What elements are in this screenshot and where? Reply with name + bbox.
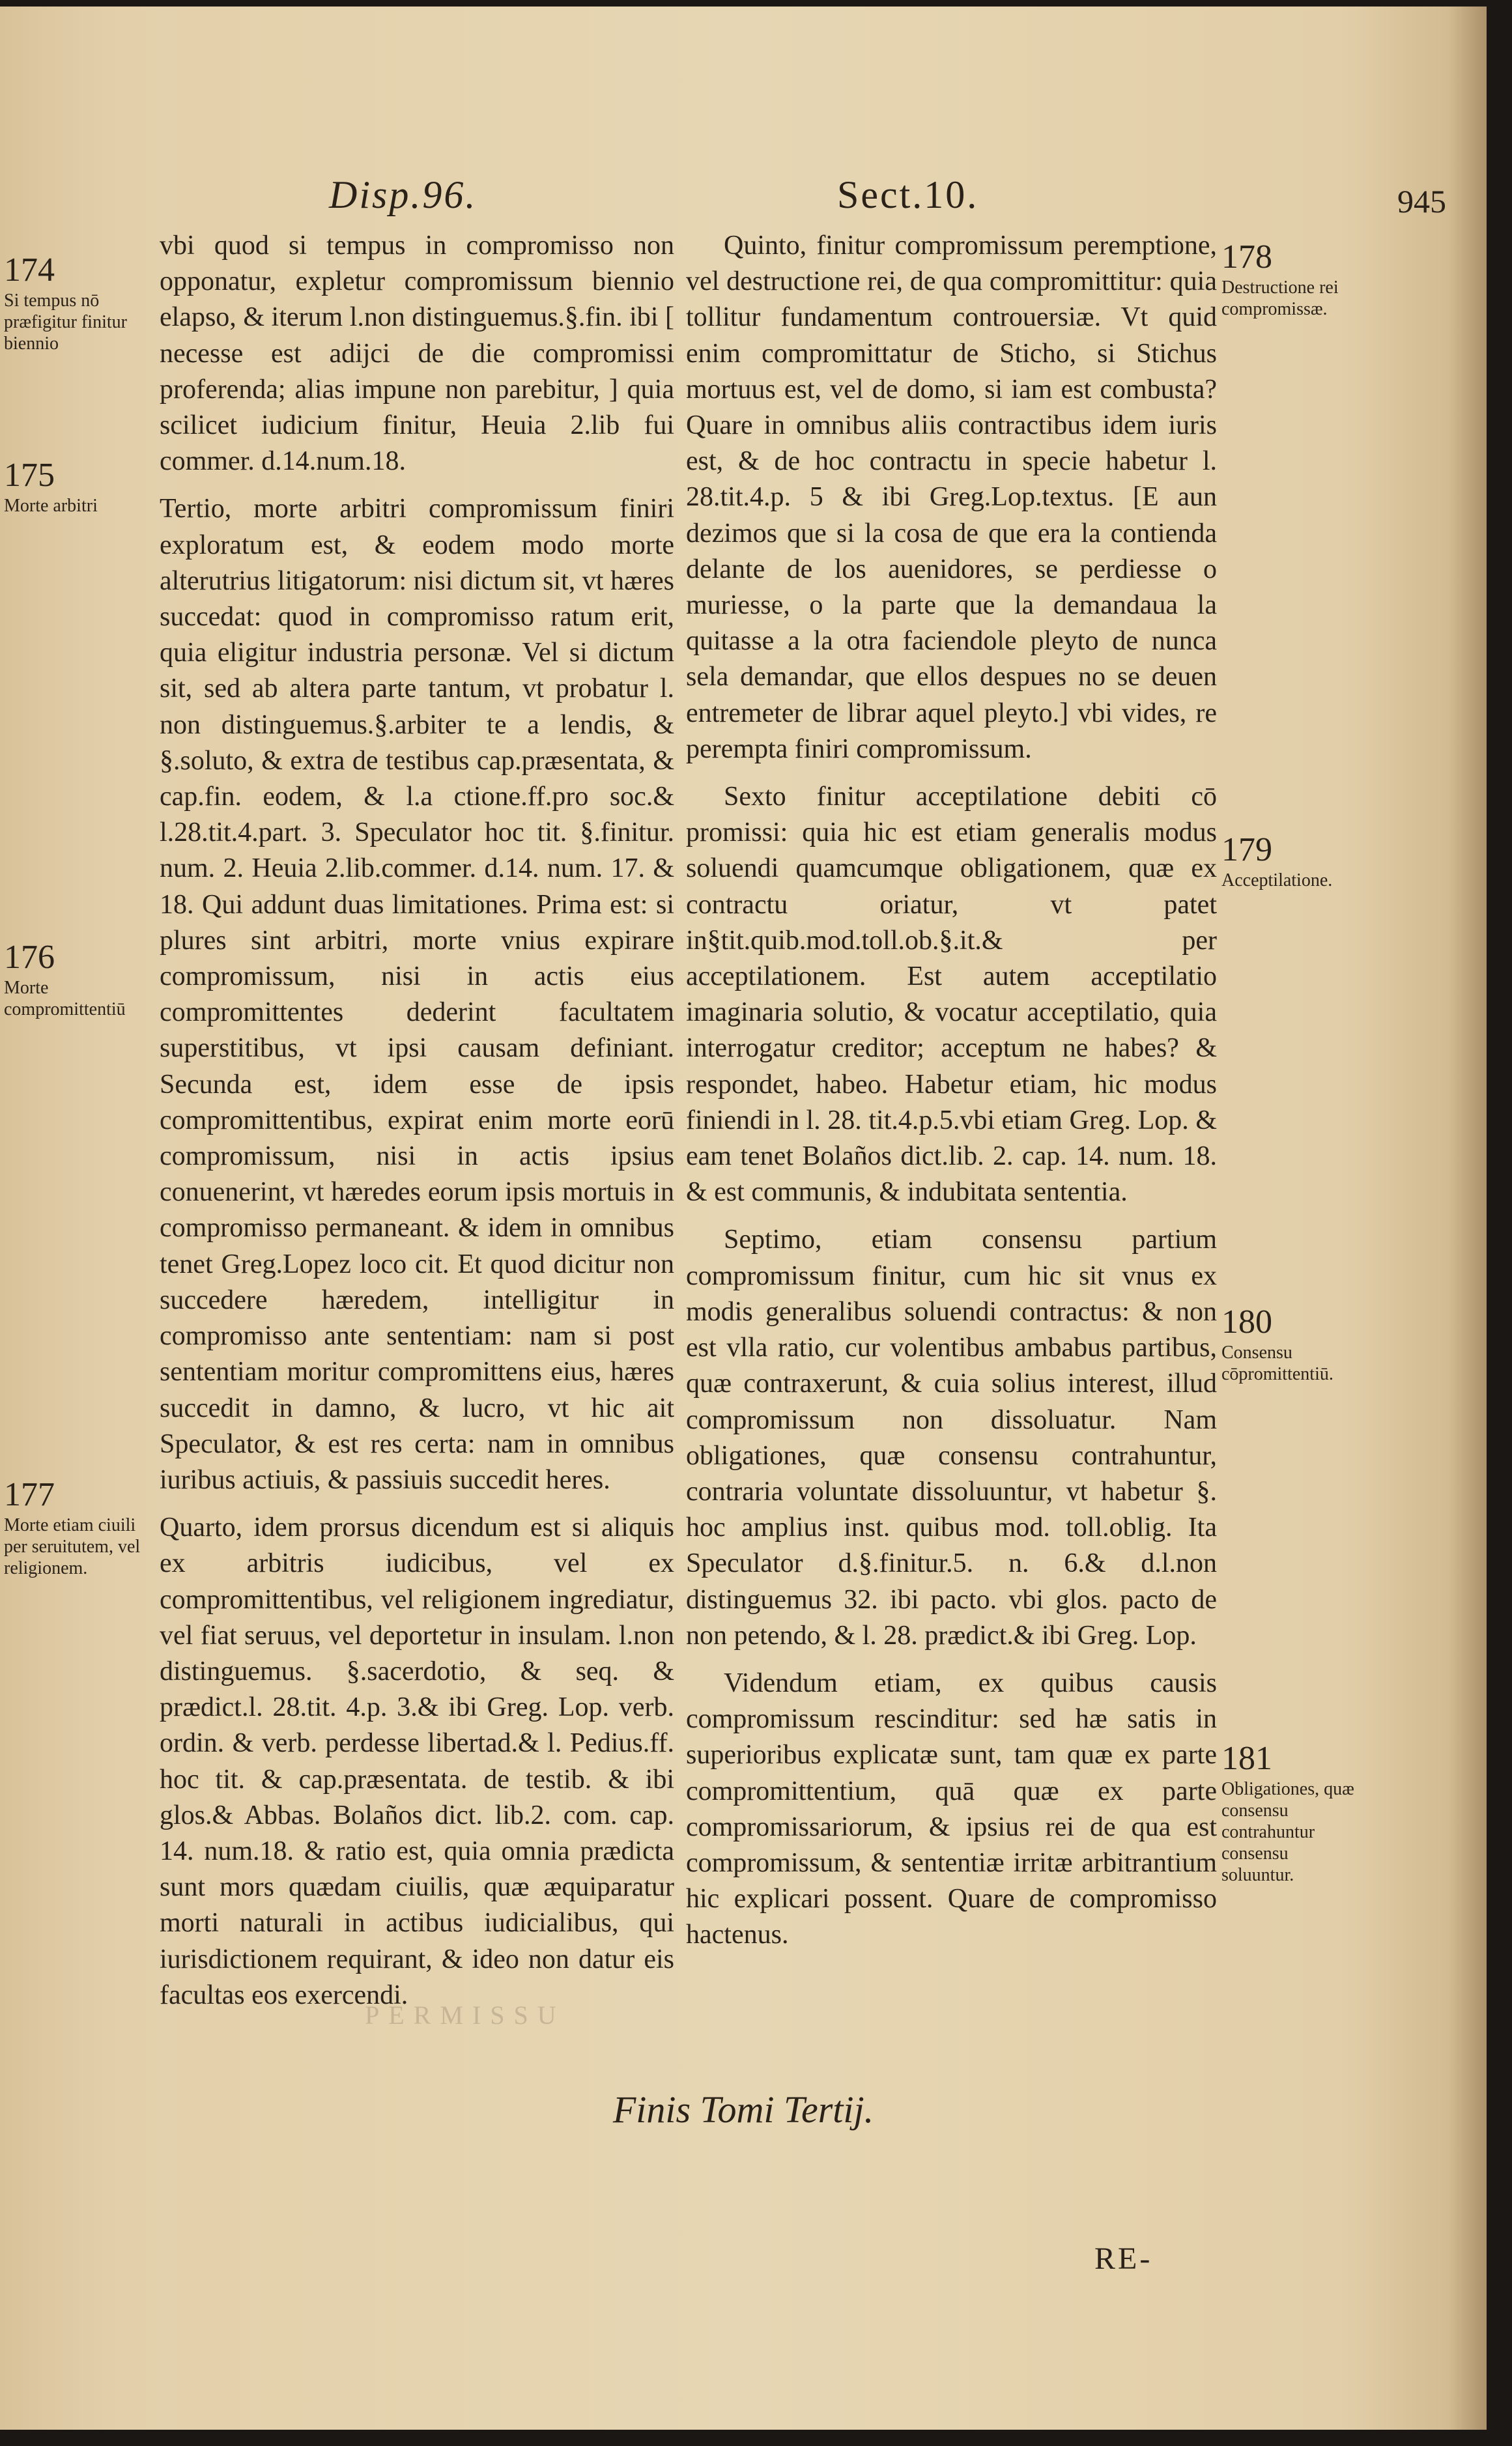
margin-note-number: 176 xyxy=(4,939,55,976)
colophon: Finis Tomi Tertij. xyxy=(612,2088,874,2131)
margin-note-number: 181 xyxy=(1221,1740,1272,1777)
running-head-disputation: Disp.96. xyxy=(329,173,478,216)
margin-note xyxy=(1221,1739,1362,1886)
left-text-column xyxy=(160,228,674,2013)
margin-note-number: 177 xyxy=(4,1476,55,1513)
paragraph: Videndum etiam, ex quibus causis compromissum rescinditur: sed hæ satis in superioribus explicatæ sunt, tam quæ ex parte compromittentium, quā quæ ex parte compromissariorum, & ipsius rei de qua est compromissum, & sententiæ irritæ arbitrantium hic explicari possent. Quare de compromisso hactenus. xyxy=(686,1668,1217,1950)
right-text-column xyxy=(686,228,1217,1954)
faded-stamp: PERMISSU xyxy=(365,2000,565,2030)
paragraph: vbi quod si tempus in compromisso non opponatur, expletur compromissum biennio elapso, & iterum l.non distinguemus.§.fin. ibi [ necesse est adijci de die compromissi proferenda; alias impune non parebitur, ] quia scilicet iudicium finitur, Heuia 2.lib fui commer. d.14.num.18. xyxy=(160,231,674,477)
paragraph: Septimo, etiam consensu partium compromissum finitur, cum hic sit vnus ex modis generalibus soluendi contractus: & non est vlla ratio, cur volentibus ambabus partibus, quæ contraxerunt, & cuia solius interest, illud compromissum non dissoluatur. Nam obligationes, quæ consensu contrahuntur, contraria voluntate dissoluuntur, vt habetur §. hoc amplius inst. quibus mod. toll.oblig. Ita Speculator d.§.finitur.5. n. 6.& d.l.non distinguemus 32. ibi pacto. vbi glos. pacto de non petendo, & l. 28. prædict.& ibi Greg. Lop. xyxy=(686,1225,1217,1651)
margin-note-text: Consensu cōpromittentiū. xyxy=(1221,1343,1334,1384)
margin-note-number: 175 xyxy=(4,457,55,494)
margin-note-text: Si tempus nō præfigitur finitur biennio xyxy=(4,291,127,354)
margin-note xyxy=(4,938,150,1020)
margin-note-text: Morte arbitri xyxy=(4,496,98,516)
margin-note-number: 174 xyxy=(4,251,55,289)
margin-note xyxy=(1221,831,1362,891)
paragraph: Quarto, idem prorsus dicendum est si aliquis ex arbitris iudicibus, vel ex compromittentibus, vel religionem ingrediatur, vel fiat seruus, vel deportetur in insulam. l.non distinguemus. §.sacerdotio, & seq. & prædict.l. 28.tit. 4.p. 3.& ibi Greg. Lop. verb. ordin. & verb. perdesse libertad.& l. Pedius.ff. hoc tit. & cap.præsentata. de testib. & ibi glos.& Abbas. Bolaños dict. lib.2. com. cap. 14. num.18. & ratio est, quia omnia prædicta sunt mors quædam ciuilis, quæ æquiparatur morti naturali in actibus iudicialibus, qui iurisdictionem requirant, & ideo non datur eis facultas eos exercendi. xyxy=(160,1513,674,2010)
margin-note xyxy=(1221,1303,1362,1385)
paragraph: Tertio, morte arbitri compromissum finiri exploratum est, & eodem modo morte alterutrius litigatorum: nisi dictum sit, vt hæres succedat: quod in compromisso ratum erit, quia eligitur industria personæ. Vel si dictum sit, sed ab altera parte tantum, vt probatur l. non distinguemus.§.arbiter te a lendis, & §.soluto, & extra de testibus cap.præsentata, & cap.fin. eodem, & l.a ctione.ff.pro soc.& l.28.tit.4.part. 3. Speculator hoc tit. §.finitur. num. 2. Heuia 2.lib.commer. d.14. num. 17. & 18. Qui addunt duas limitationes. Prima est: si plures sint arbitri, morte vnius expirare compromissum, nisi in actis eius compromittentes dederint facultatem superstitibus, vt ipsi causam definiant. Secunda est, idem esse de ipsis compromittentibus, expirat enim morte eorū compromissum, nisi in actis ipsius conuenerint, vt hæredes eorum ipsis mortuis in compromisso permaneant. & idem in omnibus tenet Greg.Lopez loco cit. Et quod dicitur non succedere hæredem, intelligitur in compromisso ante sententiam: nam si post sententiam moritur compromittens eius, hæres succedit in damno, & lucro, vt hic ait Speculator, & est res certa: nam in omnibus iuribus actiuis, & passiuis succedit heres. xyxy=(160,494,674,1495)
running-head-section: Sect.10. xyxy=(837,173,979,216)
margin-note-text: Acceptilatione. xyxy=(1221,870,1333,890)
book-page xyxy=(0,7,1487,2430)
margin-note-text: Morte etiam ciuili per seruitutem, vel religionem. xyxy=(4,1515,141,1578)
paragraph: Quinto, finitur compromissum peremptione, vel destructione rei, de qua compromittitur: quia tollitur fundamentum controuersiæ. Vt quid enim compromittatur de Sticho, si Stichus mortuus est, vel de domo, si iam est combusta? Quare in omnibus aliis contractibus idem iuris est, & de hoc contractu in specie habetur l. 28.tit.4.p. 5 & ibi Greg.Lop.textus. [E aun dezimos que si la cosa de que era la contienda delante de los auenidores, se perdiesse o muriesse, o la parte que la demandaua la quitasse a la otra faciendole pleyto de nunca sela demandar, que ellos despues no se deuen entremeter de librar aquel pleyto.] vbi vides, re perempta finiri compromissum. xyxy=(686,231,1217,764)
margin-note-number: 180 xyxy=(1221,1303,1272,1341)
margin-note xyxy=(4,251,150,354)
margin-note-text: Destructione rei compromissæ. xyxy=(1221,277,1339,319)
margin-note-text: Obligationes, quæ consensu contrahuntur consensu soluuntur. xyxy=(1221,1779,1354,1885)
page-number: 945 xyxy=(1397,183,1446,220)
margin-note xyxy=(1221,238,1362,320)
paragraph: Sexto finitur acceptilatione debiti cō promissi: quia hic est etiam generalis modus soluendi quamcumque obligationem, quæ ex contractu oriatur, vt patet in§tit.quib.mod.toll.ob.§.it.& per acceptilationem. Est autem acceptilatio imaginaria solutio, & vocatur acceptilatio, quia interrogatur creditor; acceptum ne habes? & respondet, habeo. Habetur etiam, hic modus finiendi in l. 28. tit.4.p.5.vbi etiam Greg. Lop. & eam tenet Bolaños dict.lib. 2. cap. 14. num. 18. & est communis, & indubitata sententia. xyxy=(686,782,1217,1208)
margin-note-number: 179 xyxy=(1221,831,1272,868)
margin-note-number: 178 xyxy=(1221,238,1272,276)
margin-note xyxy=(4,1475,150,1579)
margin-note xyxy=(4,456,150,517)
margin-note-text: Morte compromittentiū xyxy=(4,978,126,1019)
catchword: RE- xyxy=(1094,2241,1153,2276)
